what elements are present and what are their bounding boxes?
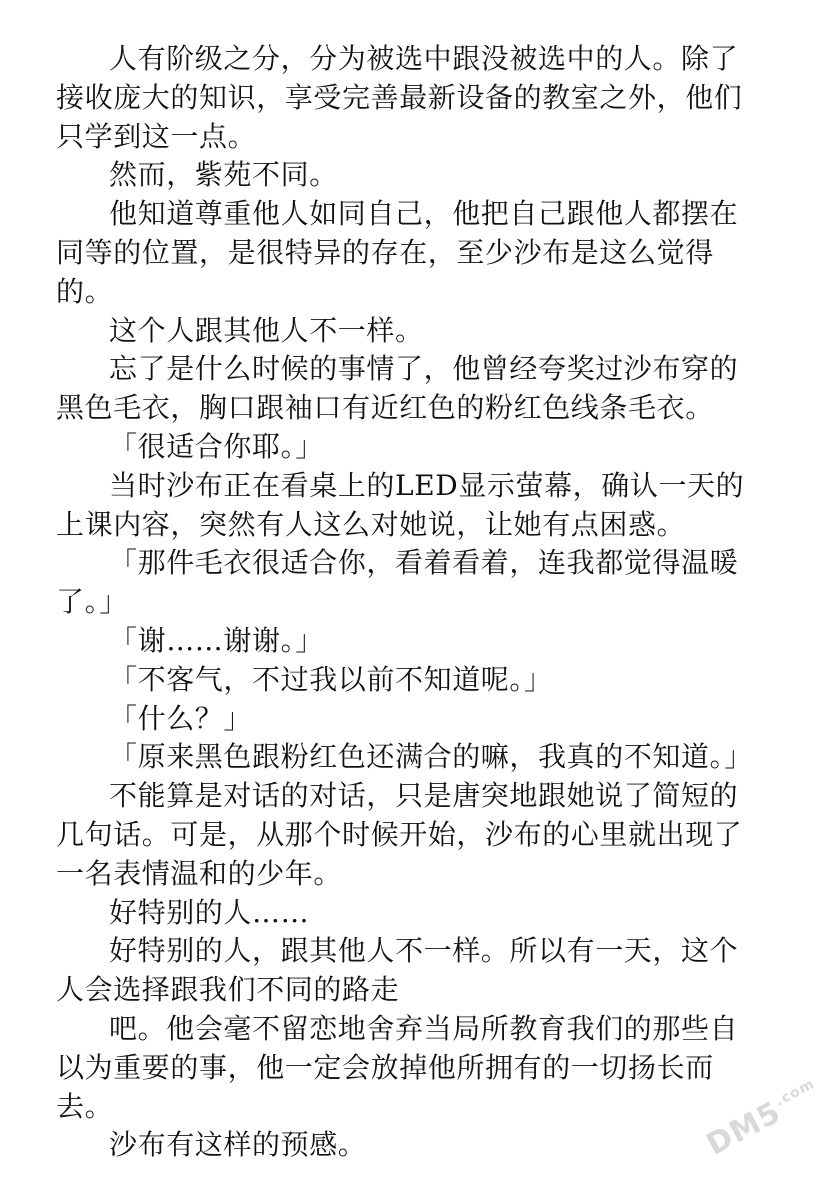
watermark-text: DM5 bbox=[700, 1094, 787, 1163]
paragraph: 人有阶级之分，分为被选中跟没被选中的人。除了接收庞大的知识，享受完善最新设备的教室之外，他们只学到这一点。 bbox=[56, 42, 743, 153]
watermark-suffix: .com bbox=[773, 1076, 818, 1110]
paragraph: 「很适合你耶。」 bbox=[109, 429, 324, 463]
paragraph: 不能算是对话的对话，只是唐突地跟她说了简短的几句话。可是，从那个时候开始，沙布的心里就出现了一名表情温和的少年。 bbox=[56, 779, 743, 890]
paragraph: 好特别的人…… bbox=[109, 895, 310, 929]
paragraph: 「谢……谢谢。」 bbox=[109, 623, 324, 657]
document-body bbox=[56, 40, 761, 1165]
paragraph: 好特别的人，跟其他人不一样。所以有一天，这个人会选择跟我们不同的路走 bbox=[56, 934, 739, 1007]
paragraph: 「原来黑色跟粉红色还满合的嘛，我真的不知道。」 bbox=[109, 740, 753, 774]
paragraph: 「那件毛衣很适合你，看着看着，连我都觉得温暖了。」 bbox=[56, 546, 739, 619]
paragraph: 忘了是什么时候的事情了，他曾经夸奖过沙布穿的黑色毛衣，胸口跟袖口有近红色的粉红色线条毛衣。 bbox=[56, 352, 739, 425]
paragraph: 「什么？」 bbox=[109, 701, 253, 735]
paragraph: 吧。他会毫不留恋地舍弃当局所教育我们的那些自以为重要的事，他一定会放掉他所拥有的一切扬长而去。 bbox=[56, 1011, 739, 1123]
paragraph: 「不客气，不过我以前不知道呢。」 bbox=[109, 662, 553, 696]
paragraph: 沙布有这样的预感。 bbox=[109, 1128, 367, 1162]
paragraph: 这个人跟其他人不一样。 bbox=[109, 313, 424, 347]
paragraph: 他知道尊重他人如同自己，他把自己跟他人都摆在同等的位置，是很特异的存在，至少沙布是这么觉得的。 bbox=[56, 197, 739, 308]
paragraph: 然而，紫苑不同。 bbox=[109, 158, 338, 192]
paragraph: 当时沙布正在看桌上的LED显示萤幕，确认一天的上课内容，突然有人这么对她说，让她有点困惑。 bbox=[56, 468, 745, 541]
